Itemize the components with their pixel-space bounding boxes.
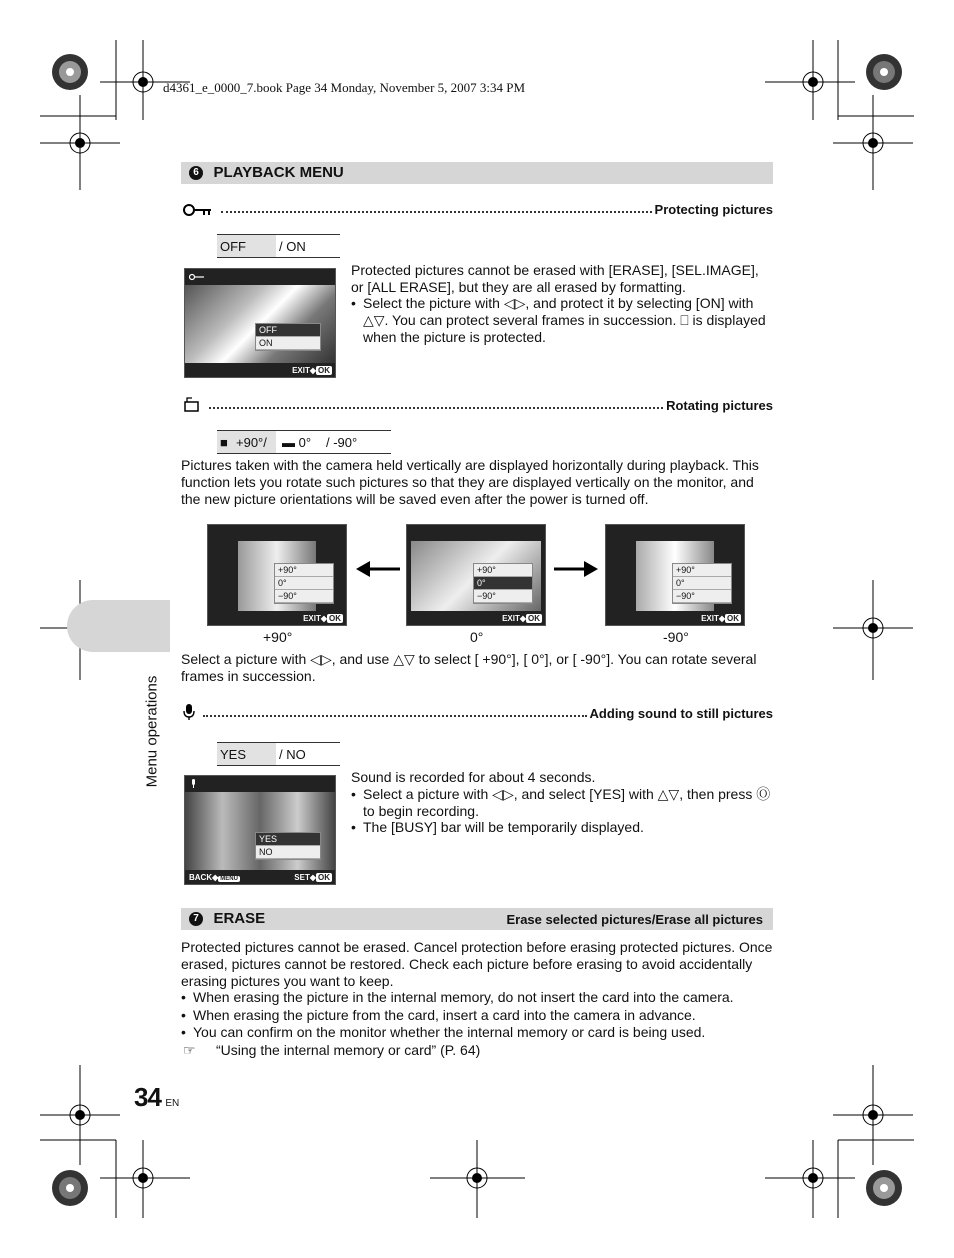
screen-back-label: BACK◆ MENU: [189, 873, 238, 882]
rotate-after: Select a picture with ◁▷, and use △▽ to select [ +90°], [ 0°], or [ -90°]. You can rotate several frames in succession.: [181, 651, 757, 684]
dot-leader: [209, 407, 663, 409]
dot-leader: [221, 211, 652, 213]
page-number: 34 EN: [134, 1082, 180, 1112]
protect-body: Protected pictures cannot be erased with [ERASE], [SEL.IMAGE], or [ALL ERASE], but they are all erased by formatting.: [351, 262, 759, 295]
erase-reference: ☞ “Using the internal memory or card” (P. 64): [183, 1042, 481, 1058]
protect-options: [217, 234, 340, 258]
sound-bullet-2: • The [BUSY] bar will be temporarily displayed.: [351, 819, 644, 835]
section-number: 7: [189, 912, 203, 926]
rotate-heading: Rotating pictures: [666, 398, 773, 413]
protect-screen-menu: [255, 323, 321, 351]
section-number: 6: [189, 166, 203, 180]
screen-microphone-icon: [190, 779, 197, 789]
menu-option: OFF: [256, 324, 320, 337]
side-tab-label: Menu operations: [143, 675, 161, 788]
landscape-icon: ▬: [282, 434, 295, 450]
pointing-hand-icon: ☞: [183, 1042, 196, 1058]
print-header: d4361_e_0000_7.book Page 34 Monday, November 5, 2007 3:34 PM: [163, 80, 526, 95]
section-title: ERASE: [213, 910, 266, 927]
option-yes: YES: [217, 743, 276, 765]
rotate-screen-menu: +90° 0° −90°: [274, 563, 334, 604]
option-zero: ▬ 0°: [282, 434, 312, 450]
protect-heading-line: [183, 202, 773, 217]
option-minus90: / -90°: [326, 434, 358, 450]
erase-bullet-2: • When erasing the picture from the card, insert a card into the camera in advance.: [181, 1007, 696, 1023]
rotate-heading-line: [183, 397, 773, 413]
section-subtitle: Erase selected pictures/Erase all pictures: [506, 912, 763, 927]
caption-zero: 0°: [470, 629, 484, 645]
erase-body: Protected pictures cannot be erased. Cancel protection before erasing protected pictures. Once erased, pictures cannot be restored. Check each picture before erasing to avoid accidentally erasing pictures you want to keep.: [181, 939, 773, 989]
rotate-screen-minus90: +90° 0° −90° EXIT◆ OK: [605, 524, 745, 626]
sound-body: Sound is recorded for about 4 seconds.: [351, 769, 596, 785]
rotate-screen-plus90: +90° 0° −90° EXIT◆ OK: [207, 524, 347, 626]
rotate-screen-zero: +90° 0° −90° EXIT◆ OK: [406, 524, 546, 626]
option-plus90: ■ +90°/: [217, 431, 276, 453]
rotate-left-icon: ■: [220, 434, 228, 450]
side-tab: [67, 600, 170, 652]
caption-minus90: -90°: [663, 629, 689, 645]
protect-heading: Protecting pictures: [654, 202, 773, 217]
sound-heading-line: [183, 703, 773, 721]
erase-bullet-3: • You can confirm on the monitor whether the internal memory or card is being used.: [181, 1024, 706, 1040]
option-off: OFF: [217, 235, 276, 257]
rotate-body: Pictures taken with the camera held vertically are displayed horizontally during playback. This function lets you rotate such pictures so that they are displayed vertically on the monitor, and the new picture orientations will be saved even after the power is turned off.: [181, 457, 759, 507]
key-icon: [183, 203, 213, 217]
arrow-left-icon: [356, 560, 400, 578]
sound-screen: [184, 775, 336, 885]
screen-exit-label: EXIT◆ OK: [292, 366, 330, 375]
protect-bullet: • Select the picture with ◁▷, and protect it by selecting [ON] with △▽. You can protect several frames in succession. ⎕ is displayed when the picture is protected.: [351, 295, 766, 345]
rotate-icon: [183, 397, 201, 413]
arrow-right-icon: [554, 560, 598, 578]
protect-screen: [184, 268, 336, 378]
bullet-dot: •: [351, 295, 356, 311]
option-no: / NO: [279, 746, 306, 762]
dot-leader: [203, 715, 587, 717]
menu-option: ON: [256, 337, 320, 350]
rotate-screen-menu: +90° 0° −90°: [473, 563, 533, 604]
rotate-options: [217, 430, 391, 454]
section-bar-playback-menu: [181, 162, 773, 184]
erase-bullet-1: • When erasing the picture in the internal memory, do not insert the card into the camera.: [181, 989, 734, 1005]
screen-set-label: SET◆ OK: [294, 873, 330, 882]
sound-screen-menu: [255, 832, 321, 860]
sound-heading: Adding sound to still pictures: [589, 706, 773, 721]
sound-bullet-1: • Select a picture with ◁▷, and select [YES] with △▽, then press Ⓞ to begin recording.: [351, 786, 771, 819]
menu-option: NO: [256, 846, 320, 859]
rotate-screen-menu: +90° 0° −90°: [672, 563, 732, 604]
screen-key-icon: [189, 273, 205, 281]
option-on: / ON: [279, 238, 306, 254]
microphone-icon: [183, 703, 195, 721]
sound-options: [217, 742, 340, 766]
section-bar-erase: [181, 908, 773, 930]
section-title: PLAYBACK MENU: [213, 164, 344, 181]
menu-option: YES: [256, 833, 320, 846]
caption-plus90: +90°: [263, 629, 293, 645]
